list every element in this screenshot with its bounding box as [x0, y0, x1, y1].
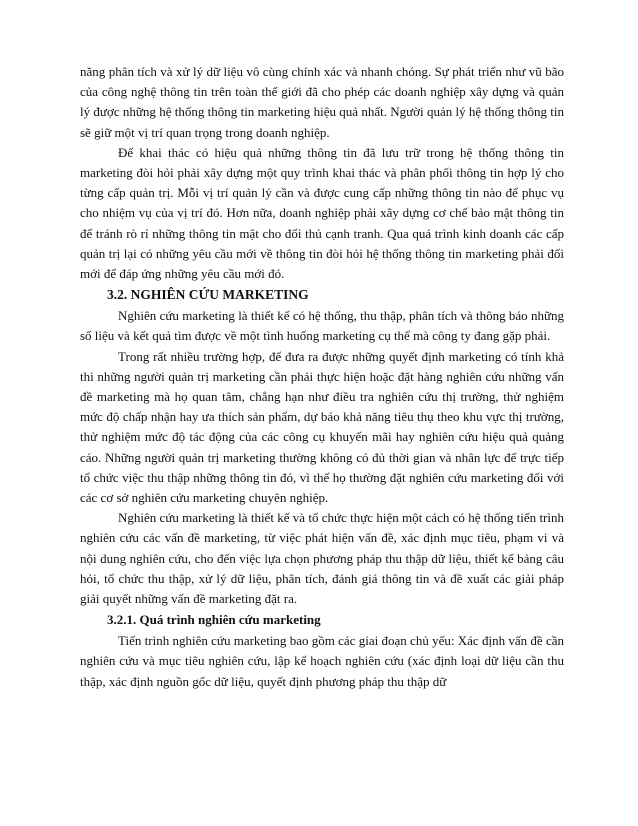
document-page	[80, 62, 564, 692]
section-heading-3-2: 3.2. NGHIÊN CỨU MARKETING	[107, 287, 309, 303]
paragraph-marketing-research-cases: Trong rất nhiều trường hợp, để đưa ra được những quyết định marketing có tính khả thi những người quản trị marketing cần phải thực hiện hoặc đặt hàng nghiên cứu những vấn đề marketing mà họ quan tâm, chẳng hạn như điều tra nghiên cứu thị trường, thử nghiệm mức độ chấp nhận hay ưa thích sản phẩm, dự báo khả năng tiêu thụ theo khu vực thị trường, thử nghiệm mức độ tác động của các công cụ khuyến mãi hay nghiên cứu hiệu quả quảng cáo. Những người quản trị marketing thường không có đủ thời gian và nhân lực để trực tiếp tổ chức việc thu thập những thông tin đó, vì thế họ thường đặt nghiên cứu marketing đối với các cơ sở nghiên cứu marketing chuyên nghiệp.	[80, 348, 564, 506]
subsection-heading-3-2-1: 3.2.1. Quá trình nghiên cứu marketing	[107, 612, 321, 628]
paragraph-research-process: Tiến trình nghiên cứu marketing bao gồm các giai đoạn chủ yếu: Xác định vấn đề cần nghiên cứu và mục tiêu nghiên cứu, lập kế hoạch nghiên cứu (xác định loại dữ liệu cần thu thập, xác định nguồn gốc dữ liệu, quyết định phương pháp thu thập dữ	[80, 633, 564, 689]
paragraph-intro-continuation: năng phân tích và xử lý dữ liệu vô cùng chính xác và nhanh chóng. Sự phát triển như vũ bão của công nghệ thông tin trên toàn thế giới đã cho phép các doanh nghiệp xây dựng và quản lý được những hệ thống thông tin marketing hiệu quả nhất. Người quản lý hệ thống thông tin sẽ giữ một vị trí quan trọng trong doanh nghiệp.	[80, 64, 564, 140]
paragraph-information-exploitation: Để khai thác có hiệu quả những thông tin đã lưu trữ trong hệ thống thông tin marketing đòi hỏi phải xây dựng một quy trình khai thác và phân phối thông tin hợp lý cho từng cấp quản trị. Mỗi vị trí quản lý cần và được cung cấp những thông tin nào để phục vụ cho nhiệm vụ của vị trí đó. Hơn nữa, doanh nghiệp phải xây dựng cơ chế bảo mật thông tin để tránh rò rỉ những thông tin mật cho đối thủ cạnh tranh. Qua quá trình kinh doanh các cấp quản trị lại có những yêu cầu mới về thông tin đòi hỏi hệ thống thông tin marketing phải đổi mới để đáp ứng những yêu cầu mới đó.	[80, 144, 564, 282]
paragraph-marketing-research-design: Nghiên cứu marketing là thiết kế và tổ chức thực hiện một cách có hệ thống tiến trình nghiên cứu các vấn đề marketing, từ việc phát hiện vấn đề, xác định mục tiêu, phạm vi và nội dung nghiên cứu, cho đến việc lựa chọn phương pháp thu thập dữ liệu, thiết kế bảng câu hỏi, tổ chức thu thập, xử lý dữ liệu, phân tích, đánh giá thông tin và đề xuất các giải pháp giải quyết những vấn đề marketing đặt ra.	[80, 510, 564, 607]
paragraph-marketing-research-definition: Nghiên cứu marketing là thiết kế có hệ thống, thu thập, phân tích và thông báo những số liệu và kết quả tìm được về một tình huống marketing cụ thể mà công ty đang gặp phải.	[80, 308, 564, 344]
